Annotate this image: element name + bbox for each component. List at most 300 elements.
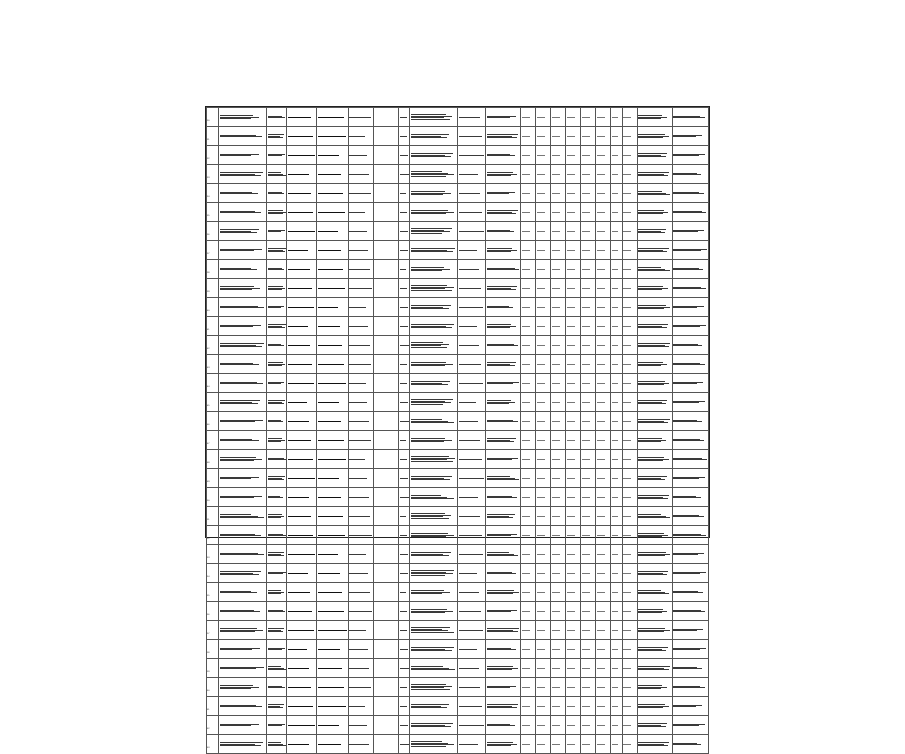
text-line-mark: [487, 631, 518, 632]
table-cell: [348, 678, 373, 697]
table-cell: [637, 317, 672, 336]
text-line-mark: [487, 535, 512, 536]
text-line-mark: [552, 554, 560, 555]
text-line-mark: [349, 535, 372, 536]
table-cell: [267, 735, 287, 754]
text-line-mark: [623, 535, 631, 536]
row-number: 31: [207, 139, 210, 141]
table-cell: [637, 564, 672, 583]
table-cell: [551, 279, 566, 298]
text-line-mark: [638, 403, 666, 404]
text-line-mark: [349, 231, 366, 232]
table-cell: [521, 279, 536, 298]
table-cell: [457, 241, 485, 260]
text-line-mark: [537, 649, 545, 650]
table-cell: [672, 260, 708, 279]
text-line-mark: [411, 707, 448, 708]
text-line-mark: [268, 631, 283, 632]
text-line-mark: [400, 554, 408, 555]
row-number: 54: [207, 576, 210, 578]
text-line-mark: [552, 136, 560, 137]
table-cell: [637, 241, 672, 260]
table-cell: [622, 279, 637, 298]
text-line-mark: [537, 440, 545, 441]
text-line-mark: [552, 212, 560, 213]
table-cell: [486, 127, 521, 146]
text-line-mark: [537, 497, 545, 498]
table-cell: [219, 184, 267, 203]
text-line-mark: [318, 269, 342, 270]
row-number: 39: [207, 291, 210, 293]
table-cell: [672, 640, 708, 659]
text-line-mark: [597, 687, 605, 688]
text-line-mark: [220, 212, 262, 213]
text-line-mark: [582, 687, 590, 688]
text-line-mark: [582, 364, 590, 365]
text-line-mark: [673, 288, 705, 289]
table-cell: [637, 127, 672, 146]
text-line-mark: [597, 193, 605, 194]
text-line-mark: [349, 117, 371, 118]
text-line-mark: [288, 269, 310, 270]
text-line-mark: [268, 555, 284, 556]
text-line-mark: [459, 383, 483, 384]
table-cell: [348, 545, 373, 564]
text-line-mark: [459, 611, 481, 612]
table-cell: [486, 564, 521, 583]
text-line-mark: [623, 497, 631, 498]
table-cell: [521, 735, 536, 754]
table-cell: [672, 374, 708, 393]
table-cell: [398, 241, 409, 260]
table-cell: [348, 488, 373, 507]
table-cell: [672, 127, 708, 146]
table-cell: [287, 507, 317, 526]
text-line-mark: [537, 687, 545, 688]
table-cell: [536, 374, 551, 393]
text-line-mark: [522, 212, 530, 213]
table-cell: [611, 564, 622, 583]
table-cell: [521, 469, 536, 488]
text-line-mark: [623, 193, 631, 194]
table-cell: [348, 317, 373, 336]
table-cell: [348, 716, 373, 735]
table-cell: [398, 507, 409, 526]
text-line-mark: [288, 535, 312, 536]
text-line-mark: [567, 687, 575, 688]
text-line-mark: [537, 402, 545, 403]
text-line-mark: [349, 307, 366, 308]
table-cell: [267, 127, 287, 146]
text-line-mark: [220, 745, 261, 746]
table-cell: [637, 298, 672, 317]
text-line-mark: [567, 193, 575, 194]
table-cell: [267, 621, 287, 640]
table-cell: [348, 336, 373, 355]
table-cell: [521, 374, 536, 393]
table-cell: [398, 127, 409, 146]
text-line-mark: [268, 403, 284, 404]
table-cell: [622, 697, 637, 716]
table-cell: [672, 355, 708, 374]
text-line-mark: [487, 155, 515, 156]
table-cell: [373, 450, 398, 469]
text-line-mark: [582, 231, 590, 232]
table-cell: [611, 640, 622, 659]
table-row: [207, 336, 709, 355]
table-cell: [486, 640, 521, 659]
row-number-cell: [207, 621, 219, 640]
text-line-mark: [597, 497, 605, 498]
table-cell: [521, 355, 536, 374]
text-line-mark: [349, 592, 369, 593]
text-line-mark: [400, 497, 409, 498]
table-cell: [287, 355, 317, 374]
text-line-mark: [268, 441, 281, 442]
table-cell: [672, 545, 708, 564]
text-line-mark: [522, 497, 530, 498]
table-cell: [536, 108, 551, 127]
table-cell: [409, 716, 457, 735]
table-cell: [287, 526, 317, 545]
text-line-mark: [349, 174, 369, 175]
table-cell: [551, 507, 566, 526]
text-line-mark: [638, 498, 667, 499]
table-cell: [581, 431, 596, 450]
table-cell: [409, 621, 457, 640]
text-line-mark: [638, 156, 665, 157]
text-line-mark: [638, 745, 668, 746]
text-line-mark: [411, 518, 449, 519]
text-line-mark: [552, 497, 560, 498]
text-line-mark: [318, 516, 343, 517]
text-line-mark: [400, 592, 407, 593]
text-line-mark: [268, 745, 286, 746]
table-cell: [551, 374, 566, 393]
row-number: 30: [207, 120, 210, 122]
text-line-mark: [268, 345, 284, 346]
table-cell: [373, 735, 398, 754]
text-line-mark: [537, 478, 545, 479]
text-line-mark: [567, 478, 575, 479]
text-line-mark: [673, 687, 704, 688]
table-cell: [409, 412, 457, 431]
row-number-cell: [207, 279, 219, 298]
table-cell: [219, 393, 267, 412]
table-cell: [611, 507, 622, 526]
text-line-mark: [673, 554, 697, 555]
text-line-mark: [612, 402, 618, 403]
table-cell: [672, 450, 708, 469]
text-line-mark: [623, 136, 631, 137]
table-row: [207, 621, 709, 640]
table-cell: [596, 640, 611, 659]
table-cell: [317, 545, 348, 564]
table-cell: [611, 184, 622, 203]
text-line-mark: [349, 440, 370, 441]
table-cell: [581, 735, 596, 754]
text-line-mark: [349, 611, 371, 612]
table-cell: [637, 184, 672, 203]
table-cell: [611, 735, 622, 754]
table-cell: [536, 260, 551, 279]
text-line-mark: [459, 668, 479, 669]
table-cell: [398, 431, 409, 450]
text-line-mark: [220, 421, 255, 422]
table-cell: [566, 279, 581, 298]
text-line-mark: [400, 250, 409, 251]
table-cell: [566, 602, 581, 621]
text-line-mark: [268, 497, 283, 498]
table-cell: [637, 697, 672, 716]
table-cell: [581, 564, 596, 583]
table-cell: [611, 431, 622, 450]
table-cell: [409, 222, 457, 241]
table-cell: [457, 165, 485, 184]
text-line-mark: [400, 478, 408, 479]
text-line-mark: [537, 744, 545, 745]
row-number: 43: [207, 367, 210, 369]
table-cell: [536, 697, 551, 716]
table-cell: [219, 678, 267, 697]
text-line-mark: [318, 630, 346, 631]
text-line-mark: [567, 706, 575, 707]
table-cell: [287, 545, 317, 564]
text-line-mark: [567, 725, 575, 726]
text-line-mark: [487, 117, 510, 118]
table-cell: [219, 583, 267, 602]
table-cell: [348, 108, 373, 127]
text-line-mark: [487, 289, 516, 290]
text-line-mark: [288, 668, 309, 669]
table-cell: [637, 355, 672, 374]
text-line-mark: [597, 288, 605, 289]
text-line-mark: [349, 744, 369, 745]
table-cell: [637, 488, 672, 507]
table-cell: [398, 545, 409, 564]
table-cell: [521, 640, 536, 659]
text-line-mark: [288, 706, 313, 707]
text-line-mark: [459, 554, 484, 555]
table-cell: [611, 298, 622, 317]
table-cell: [596, 583, 611, 602]
text-line-mark: [487, 555, 518, 556]
row-number-cell: [207, 317, 219, 336]
table-cell: [566, 260, 581, 279]
table-cell: [267, 412, 287, 431]
text-line-mark: [537, 345, 545, 346]
text-line-mark: [582, 649, 590, 650]
text-line-mark: [567, 611, 575, 612]
table-cell: [566, 716, 581, 735]
table-cell: [581, 127, 596, 146]
text-line-mark: [400, 668, 409, 669]
table-cell: [457, 640, 485, 659]
table-cell: [267, 469, 287, 488]
text-line-mark: [459, 744, 478, 745]
row-number-cell: [207, 146, 219, 165]
text-line-mark: [411, 536, 446, 537]
row-number-cell: [207, 469, 219, 488]
text-line-mark: [597, 725, 605, 726]
table-cell: [521, 412, 536, 431]
table-cell: [457, 336, 485, 355]
table-row: [207, 412, 709, 431]
text-line-mark: [623, 288, 631, 289]
table-cell: [637, 203, 672, 222]
table-cell: [637, 393, 672, 412]
table-cell: [398, 336, 409, 355]
text-line-mark: [318, 307, 338, 308]
table-cell: [581, 469, 596, 488]
text-line-mark: [400, 136, 408, 137]
text-line-mark: [597, 326, 605, 327]
text-line-mark: [597, 611, 605, 612]
table-cell: [317, 431, 348, 450]
table-cell: [457, 526, 485, 545]
table-cell: [398, 203, 409, 222]
row-number: 53: [207, 557, 210, 559]
text-line-mark: [487, 497, 517, 498]
table-cell: [287, 621, 317, 640]
text-line-mark: [288, 250, 308, 251]
table-cell: [637, 431, 672, 450]
text-line-mark: [673, 307, 697, 308]
text-line-mark: [638, 479, 665, 480]
row-number: 47: [207, 443, 210, 445]
table-cell: [348, 431, 373, 450]
text-line-mark: [411, 461, 453, 462]
table-cell: [457, 127, 485, 146]
table-cell: [373, 678, 398, 697]
table-cell: [622, 298, 637, 317]
text-line-mark: [552, 155, 560, 156]
text-line-mark: [487, 669, 512, 670]
table-cell: [536, 450, 551, 469]
table-cell: [409, 336, 457, 355]
text-line-mark: [522, 326, 530, 327]
text-line-mark: [537, 136, 545, 137]
text-line-mark: [400, 345, 409, 346]
text-line-mark: [537, 269, 545, 270]
text-line-mark: [220, 725, 252, 726]
text-line-mark: [318, 364, 344, 365]
text-line-mark: [612, 535, 618, 536]
table-cell: [581, 583, 596, 602]
row-number-cell: [207, 697, 219, 716]
table-cell: [566, 393, 581, 412]
table-cell: [409, 203, 457, 222]
table-cell: [486, 317, 521, 336]
text-line-mark: [582, 497, 590, 498]
table-cell: [486, 488, 521, 507]
table-cell: [622, 222, 637, 241]
table-cell: [373, 697, 398, 716]
text-line-mark: [318, 326, 340, 327]
table-cell: [622, 393, 637, 412]
table-cell: [596, 241, 611, 260]
table-cell: [219, 545, 267, 564]
table-cell: [398, 716, 409, 735]
table-cell: [267, 146, 287, 165]
text-line-mark: [349, 136, 365, 137]
table-cell: [622, 355, 637, 374]
table-cell: [457, 108, 485, 127]
table-cell: [348, 659, 373, 678]
text-line-mark: [552, 231, 560, 232]
table-cell: [637, 146, 672, 165]
table-cell: [398, 564, 409, 583]
table-cell: [672, 298, 708, 317]
row-number-cell: [207, 678, 219, 697]
text-line-mark: [487, 573, 516, 574]
text-line-mark: [349, 649, 367, 650]
text-line-mark: [552, 478, 560, 479]
table-row: [207, 583, 709, 602]
text-line-mark: [459, 326, 477, 327]
table-row: [207, 393, 709, 412]
table-cell: [373, 260, 398, 279]
text-line-mark: [487, 421, 518, 422]
table-cell: [398, 659, 409, 678]
text-line-mark: [318, 592, 342, 593]
text-line-mark: [597, 421, 605, 422]
table-row: [207, 317, 709, 336]
table-cell: [287, 583, 317, 602]
text-line-mark: [522, 231, 530, 232]
table-cell: [672, 488, 708, 507]
table-cell: [596, 279, 611, 298]
row-number-cell: [207, 260, 219, 279]
text-line-mark: [638, 707, 663, 708]
text-line-mark: [537, 706, 545, 707]
table-cell: [672, 678, 708, 697]
text-line-mark: [612, 497, 618, 498]
table-cell: [486, 583, 521, 602]
table-cell: [672, 507, 708, 526]
text-line-mark: [288, 326, 308, 327]
text-line-mark: [487, 707, 517, 708]
text-line-mark: [349, 497, 368, 498]
text-line-mark: [522, 516, 530, 517]
text-line-mark: [268, 117, 285, 118]
text-line-mark: [623, 231, 631, 232]
text-line-mark: [349, 212, 365, 213]
row-number: 37: [207, 253, 210, 255]
text-line-mark: [638, 631, 664, 632]
text-line-mark: [673, 174, 701, 175]
text-line-mark: [612, 345, 618, 346]
table-cell: [486, 108, 521, 127]
table-cell: [536, 469, 551, 488]
text-line-mark: [582, 440, 590, 441]
table-cell: [536, 545, 551, 564]
text-line-mark: [268, 669, 286, 670]
text-line-mark: [612, 421, 618, 422]
table-cell: [536, 184, 551, 203]
text-line-mark: [597, 269, 605, 270]
table-cell: [409, 564, 457, 583]
text-line-mark: [411, 119, 451, 120]
table-cell: [457, 260, 485, 279]
table-cell: [611, 146, 622, 165]
text-line-mark: [487, 327, 510, 328]
table-cell: [219, 127, 267, 146]
table-cell: [317, 526, 348, 545]
table-cell: [611, 165, 622, 184]
table-cell: [287, 165, 317, 184]
table-cell: [521, 678, 536, 697]
